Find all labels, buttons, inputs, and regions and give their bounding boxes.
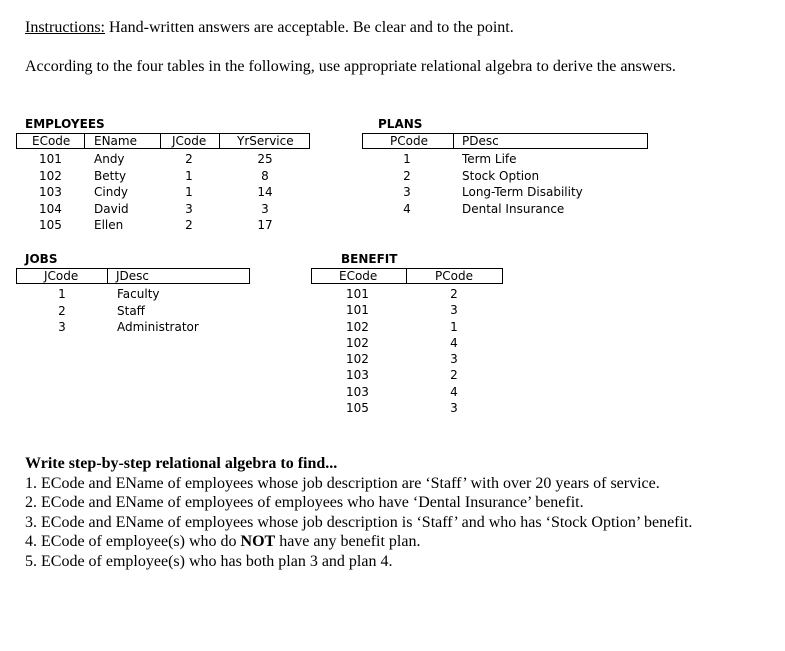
col-ecode: ECode <box>339 269 378 283</box>
question-item: 1. ECode and EName of employees whose job description are ‘Staff’ with over 20 years of service. <box>25 474 660 492</box>
col-jcode: JCode <box>44 269 79 283</box>
col-pcode: PCode <box>390 134 428 148</box>
instructions-text: Hand-written answers are acceptable. Be clear and to the point. <box>105 19 514 36</box>
table-cell: 102 <box>346 352 369 367</box>
benefit-ecode-col <box>346 286 369 416</box>
table-cell: 25 <box>257 152 273 166</box>
table-cell: 1 <box>185 185 193 199</box>
table-cell: 3 <box>450 352 458 367</box>
table-cell: 104 <box>39 201 62 216</box>
table-cell: 1 <box>450 319 458 334</box>
questions-heading: Write step-by-step relational algebra to find... <box>25 455 338 472</box>
jobs-jdesc-col <box>117 286 199 336</box>
table-cell: 102 <box>39 168 62 183</box>
table-cell: 1 <box>58 287 66 301</box>
benefit-pcode-col <box>445 286 463 416</box>
table-cell: 1 <box>185 168 193 183</box>
jobs-jcode-col <box>54 286 70 336</box>
table-cell: 102 <box>346 319 369 334</box>
plans-header <box>362 133 648 149</box>
intro-text: According to the four tables in the following, use appropriate relational algebra to derive the answers. <box>25 58 676 75</box>
col-pcode: PCode <box>435 269 473 283</box>
employees-yrservice-col <box>248 151 282 234</box>
question-text: 4. ECode of employee(s) who do <box>25 533 241 550</box>
jobs-header <box>16 268 250 284</box>
table-cell: 1 <box>403 152 411 166</box>
table-cell: 3 <box>450 401 458 416</box>
table-cell: 3 <box>58 320 66 334</box>
table-cell: Betty <box>94 168 127 183</box>
table-cell: Andy <box>94 152 125 166</box>
table-cell: 4 <box>450 384 458 399</box>
question-item: 5. ECode of employee(s) who has both plan 3 and plan 4. <box>25 552 393 570</box>
question-item: 2. ECode and EName of employees of employees who have ‘Dental Insurance’ benefit. <box>25 494 584 511</box>
col-ename: EName <box>94 134 137 148</box>
table-cell: 105 <box>346 401 369 416</box>
plans-pcode-col <box>398 151 416 217</box>
table-cell: 2 <box>403 168 411 183</box>
table-cell: Term Life <box>462 152 517 166</box>
table-cell: 2 <box>450 287 458 301</box>
benefit-header <box>311 268 503 284</box>
table-cell: Dental Insurance <box>462 201 565 216</box>
employees-title: EMPLOYEES <box>25 117 105 131</box>
jobs-title: JOBS <box>25 252 58 266</box>
table-cell: 2 <box>58 303 66 318</box>
table-cell: 101 <box>346 287 369 301</box>
table-cell: 14 <box>257 185 273 199</box>
instructions-label: Instructions: <box>25 19 105 36</box>
table-cell: 2 <box>185 152 193 166</box>
col-jdesc: JDesc <box>116 269 150 283</box>
table-cell: 3 <box>450 303 458 318</box>
table-cell: Long-Term Disability <box>462 185 583 199</box>
benefit-title: BENEFIT <box>341 252 398 266</box>
employees-jcode-col <box>176 151 202 234</box>
col-pdesc: PDesc <box>462 134 499 148</box>
table-cell: 101 <box>39 152 62 166</box>
table-cell: 4 <box>403 201 411 216</box>
col-ecode: ECode <box>32 134 71 148</box>
table-cell: Ellen <box>94 218 124 232</box>
employees-ecode-col <box>39 151 62 234</box>
table-cell: 17 <box>257 218 273 232</box>
instructions-line <box>25 18 514 38</box>
table-cell: 101 <box>346 303 369 318</box>
table-cell: Administrator <box>117 320 199 334</box>
table-cell: Faculty <box>117 287 160 301</box>
table-cell: 3 <box>185 201 193 216</box>
table-cell: 103 <box>346 384 369 399</box>
table-cell: 103 <box>346 368 369 383</box>
table-cell: 2 <box>450 368 458 383</box>
col-yrservice: YrService <box>237 134 294 148</box>
col-jcode: JCode <box>172 134 207 148</box>
table-cell: Staff <box>117 303 145 318</box>
table-cell: 3 <box>261 201 269 216</box>
table-cell: 3 <box>403 185 411 199</box>
table-cell: 105 <box>39 218 62 232</box>
question-text: have any benefit plan. <box>275 533 421 550</box>
question-item <box>25 532 692 552</box>
table-cell: Cindy <box>94 185 129 199</box>
table-cell: 103 <box>39 185 62 199</box>
table-cell: 8 <box>261 168 269 183</box>
questions-section <box>25 454 692 571</box>
table-cell: Stock Option <box>462 168 540 183</box>
question-item: 3. ECode and EName of employees whose job description is ‘Staff’ and who has ‘Stock Option’ benefit. <box>25 513 693 531</box>
table-cell: 4 <box>450 335 458 350</box>
plans-title: PLANS <box>378 117 423 131</box>
table-cell: 2 <box>185 218 193 232</box>
employees-ename-col <box>94 151 129 234</box>
table-cell: 102 <box>346 335 369 350</box>
question-emphasis: NOT <box>240 533 276 550</box>
employees-header <box>16 133 310 149</box>
table-cell: David <box>94 201 129 216</box>
plans-pdesc-col <box>462 151 583 217</box>
